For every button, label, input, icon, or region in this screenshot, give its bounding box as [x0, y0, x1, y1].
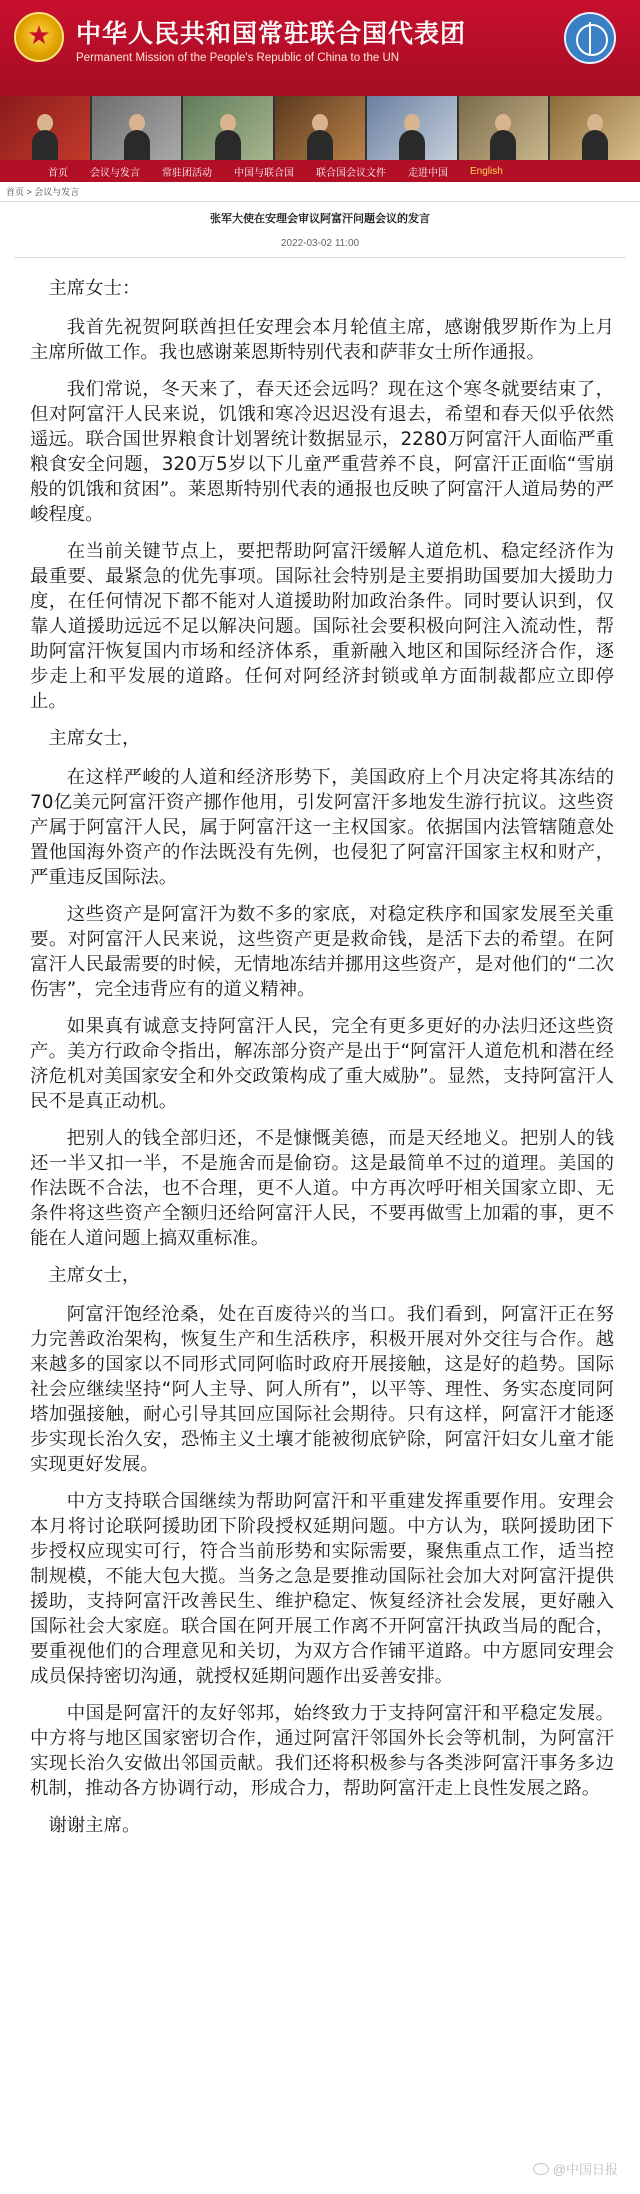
nav-item-china-un[interactable]: 中国与联合国 [234, 167, 294, 179]
paragraph: 中国是阿富汗的友好邻邦，始终致力于支持阿富汗和平稳定发展。中方将与地区国家密切合作，通过阿富汗邻国外长会等机制，为阿富汗实现长治久安做出邻国贡献。我们还将积极参与各类涉阿富汗事务多边机制，推动各方协调行动，形成合力，帮助阿富汗走上良性发展之路。 [30, 1703, 614, 1799]
paragraph: 阿富汗饱经沧桑，处在百废待兴的当口。我们看到，阿富汗正在努力完善政治架构，恢复生产和生活秩序，积极开展对外交往与合作。越来越多的国家以不同形式同阿临时政府开展接触，这是好的趋势。国际社会应继续坚持“阿人主导、阿人所有”，以平等、理性、务实态度同阿塔加强接触，耐心引导其回应国际社会期待。只有这样，阿富汗才能逐步实现长治久安，恐怖主义土壤才能被彻底铲除，阿富汗妇女儿童才能实现更好发展。 [30, 1304, 614, 1475]
paragraph: 主席女士， [48, 728, 141, 749]
paragraph: 把别人的钱全部归还，不是慷慨美德，而是天经地义。把别人的钱还一半又扣一半，不是施舍而是偷窃。这是最简单不过的道理。美国的作法既不合法，也不合理，更不人道。中方再次呼吁相关国家立即、无条件将这些资产全额归还给阿富汗人民，不要再做雪上加霜的事，更不能在人道问题上搞双重标准。 [30, 1128, 614, 1249]
weibo-icon [533, 2163, 549, 2175]
paragraph: 如果真有诚意支持阿富汗人民，完全有更多更好的办法归还这些资产。美方行政命令指出，解冻部分资产是出于“阿富汗人道危机和潜在经济危机对美国家安全和外交政策构成了重大威胁”。显然，支持阿富汗人民不是真正动机。 [30, 1016, 614, 1112]
nav-item-english[interactable]: English [470, 165, 503, 177]
banner-photo [550, 96, 640, 160]
paragraph: 中方支持联合国继续为帮助阿富汗和平重建发挥重要作用。安理会本月将讨论联阿援助团下阶段授权延期问题。中方认为，联阿援助团下步授权应现实可行，符合当前形势和实际需要，聚焦重点工作，适当控制规模，不能大包大揽。当务之急是要推动国际社会加大对阿富汗提供援助，支持阿富汗改善民生、维护稳定、恢复经济社会发展，更好融入国际社会大家庭。联合国在阿开展工作离不开阿富汗执政当局的配合，要重视他们的合理意见和关切，为双方合作铺平道路。中方愿同安理会成员保持密切沟通，就授权延期问题作出妥善安排。 [30, 1491, 614, 1687]
main-nav [0, 160, 640, 182]
paragraph: 主席女士， [48, 1265, 141, 1286]
nav-item-meetings[interactable]: 会议与发言 [90, 167, 140, 179]
banner-photo [459, 96, 549, 160]
watermark [533, 2159, 618, 2178]
banner-photo [367, 96, 457, 160]
paragraph: 我们常说，冬天来了，春天还会远吗？现在这个寒冬就要结束了，但对阿富汗人民来说，饥饿和寒冷迟迟没有退去，希望和春天似乎依然遥远。联合国世界粮食计划署统计数据显示，2280万阿富汗人面临严重粮食安全问题，320万5岁以下儿童严重营养不良，阿富汗正面临“雪崩般的饥饿和贫困”。莱恩斯特别代表的通报也反映了阿富汗人道局势的严峻程度。 [30, 379, 614, 525]
site-title: 中华人民共和国常驻联合国代表团 [76, 19, 467, 48]
nav-item-activities[interactable]: 常驻团活动 [162, 167, 212, 179]
site-subtitle: Permanent Mission of the People's Republic of China to the UN [76, 52, 400, 64]
paragraph: 在这样严峻的人道和经济形势下，美国政府上个月决定将其冻结的70亿美元阿富汗资产挪作他用，引发阿富汗多地发生游行抗议。这些资产属于阿富汗人民，属于阿富汗这一主权国家。依据国内法管辖随意处置他国海外资产的作法既没有先例，也侵犯了阿富汗国家主权和财产，严重违反国际法。 [30, 767, 614, 888]
banner-photo [275, 96, 365, 160]
paragraph: 这些资产是阿富汗为数不多的家底，对稳定秩序和国家发展至关重要。对阿富汗人民来说，这些资产更是救命钱，是活下去的希望。在阿富汗人民最需要的时候，无情地冻结并挪用这些资产，是对他们的“二次伤害”，完全违背应有的道义精神。 [30, 904, 614, 1000]
paragraph: 谢谢主席。 [48, 1815, 141, 1836]
nav-item-documents[interactable]: 联合国会议文件 [316, 167, 386, 179]
banner-photo [0, 96, 90, 160]
nav-item-home[interactable]: 首页 [48, 167, 68, 179]
site-header [0, 0, 640, 96]
banner-photo [183, 96, 273, 160]
banner-photo [92, 96, 182, 160]
watermark-text: @中国日报 [552, 2162, 618, 2177]
photo-banner [0, 96, 640, 160]
paragraph: 主席女士： [48, 278, 141, 299]
un-logo-icon [564, 12, 616, 64]
paragraph: 我首先祝贺阿联酋担任安理会本月轮值主席，感谢俄罗斯作为上月主席所做工作。我也感谢莱恩斯特别代表和萨菲女士所作通报。 [30, 317, 614, 363]
nav-item-about-china[interactable]: 走进中国 [408, 167, 448, 179]
paragraph: 在当前关键节点上，要把帮助阿富汗缓解人道危机、稳定经济作为最重要、最紧急的优先事项。国际社会特别是主要捐助国要加大援助力度，在任何情况下都不能对人道援助附加政治条件。同时要认识到，仅靠人道援助远远不足以解决问题。国际社会要积极向阿注入流动性，帮助阿富汗恢复国内市场和经济体系，重新融入地区和国际经济合作，逐步走上和平发展的道路。任何对阿经济封锁或单方面制裁都应立即停止。 [30, 541, 614, 712]
national-emblem-icon [14, 12, 64, 62]
article-title: 张军大使在安理会审议阿富汗问题会议的发言 [210, 213, 430, 225]
article-date: 2022-03-02 11:00 [280, 238, 360, 249]
breadcrumb[interactable]: 首页 > 会议与发言 [0, 182, 640, 202]
article-body [0, 258, 640, 1838]
